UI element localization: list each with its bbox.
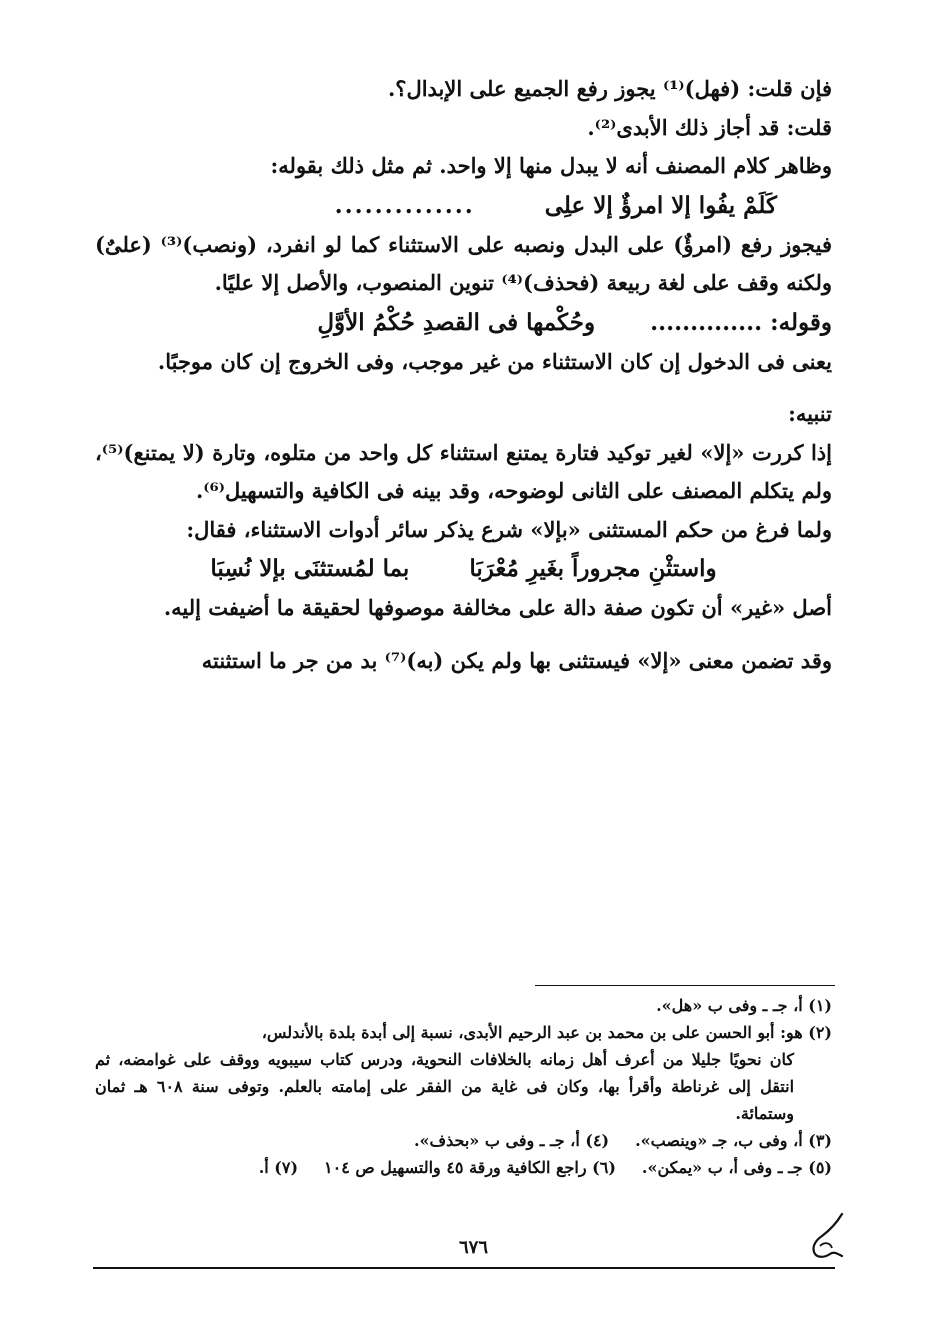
flourish-icon [808, 1210, 848, 1262]
paragraph-question: فإن قلت: (فهل)⁽¹⁾ يجوز رفع الجميع على الإبدال؟. [387, 76, 832, 101]
paragraph-continuation: وقد تضمن معنى «إلا» فيستثنى بها ولم يكن (به)⁽⁷⁾ بد من جر ما استثنته [201, 647, 832, 673]
paragraph-note: إذا كررت «إلا» لغير توكيد فتارة يمتنع استثناء كل واحد من متلوه، وتارة (لا يمتنع)⁽⁵⁾، ولم يتكلم المصنف على الثانى لوضوحه، وقد بينه فى الكافية والتسهيل⁽⁶⁾. [95, 439, 832, 503]
paragraph-ghayr: أصل «غير» أن تكون صفة دالة على مخالفة موصوفها لحقيقة ما أضيفت إليه. [163, 595, 832, 620]
heading-note: تنبيه: [788, 401, 832, 426]
footnote-2-first-line: (٢) هو: أبو الحسن على بن محمد بن عبد الرحيم الأبدى، نسبة إلى أبدة بلدة بالأندلس، [261, 1023, 832, 1042]
bottom-rule [93, 1267, 835, 1269]
main-text [95, 70, 832, 680]
paragraph-transition: ولما فرغ من حكم المستثنى «بإلا» شرع يذكر سائر أدوات الاستثناء، فقال: [186, 516, 832, 542]
verse-line [95, 549, 832, 589]
verse-hemistich-right: كَلَمْ يفُوا إلا امرؤٌ إلا علِى [544, 191, 777, 219]
page-number: ٦٧٦ [458, 1237, 488, 1258]
paragraph-meaning: يعنى فى الدخول إن كان الاستثناء من غير موجب، وفى الخروج إن كان موجبًا. [157, 348, 832, 374]
paragraph-answer: قلت: قد أجاز ذلك الأبدى⁽²⁾. [587, 114, 832, 140]
footnote-2 [95, 1019, 832, 1127]
footnote-row [95, 1127, 832, 1154]
paragraph-explanation: فيجوز رفع (امرؤٌ) على البدل ونصبه على الاستثناء كما لو انفرد، (ونصب)⁽³⁾ (علىٌ) ولكنه وقف على لغة ربيعة (فحذف)⁽⁴⁾ تنوين المنصوب، والأصل إلا عليًا. [95, 231, 832, 295]
verse-hemistich-left: .............. [334, 191, 475, 219]
footnote-5: (٥) جـ ـ وفى أ، ب «يمكن». [641, 1158, 832, 1177]
verse-line [95, 186, 832, 226]
footnote-4: (٤) أ، جـ ـ وفى ب «بحذف». [413, 1131, 610, 1150]
footnote-divider [535, 985, 835, 986]
footnote-1: (١) أ، جـ ـ وفى ب «هل». [656, 996, 832, 1015]
footnote-row [95, 1154, 832, 1181]
footnote-7: (٧) أ. [258, 1158, 299, 1177]
verse-hemistich-left: بما لمُستثنَى بإلا نُسِبَا [210, 555, 410, 582]
footnote-6: (٦) راجع الكافية ورقة ٤٥ والتسهيل ص ١٠٤ [324, 1158, 616, 1177]
paragraph-author-view: وظاهر كلام المصنف أنه لا يبدل منها إلا واحد. ثم مثل ذلك بقوله: [270, 153, 832, 178]
verse-hemistich-right: واستثْنِ مجروراً بغَيرِ مُعْرَبَا [469, 555, 717, 582]
footnotes [95, 992, 832, 1181]
verse-hemistich-left: وحُكْمها فى القصدِ حُكْمُ الأوَّلِ [317, 308, 596, 336]
verse-line [95, 303, 832, 343]
verse-hemistich-right: وقوله: .............. [650, 308, 832, 336]
footnote-3: (٣) أ، وفى ب، جـ «وينصب». [635, 1131, 832, 1150]
footnote-2-continuation: كان نحويًا جليلا من أعرف أهل زمانه بالخلافات النحوية، ودرس كتاب سيبويه ووقف على غوامضه، ثم انتقل إلى غرناطة وأقرأ بها، وكان فى غاية من الفقر على إمامته بالعلم. وتوفى سنة ٦٠٨ هـ ثمان وستمائة. [95, 1050, 795, 1123]
